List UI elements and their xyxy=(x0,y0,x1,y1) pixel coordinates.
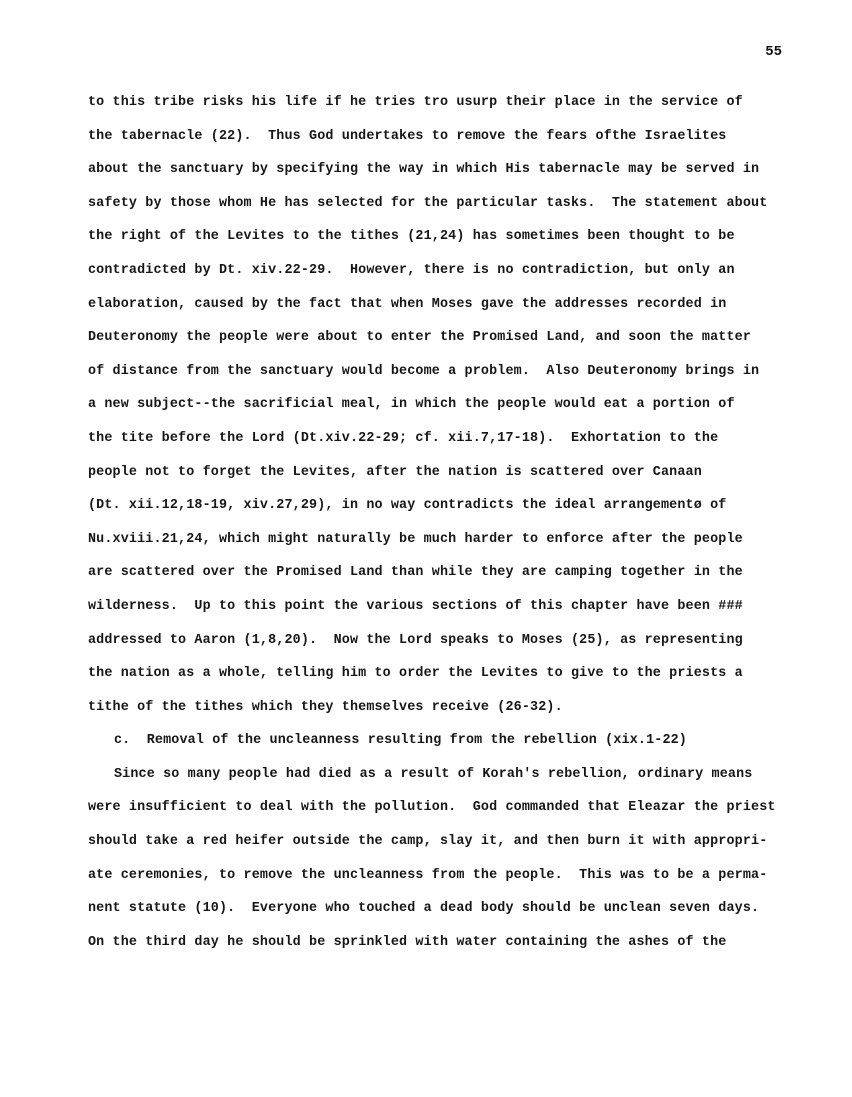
text-line: the nation as a whole, telling him to order the Levites to give to the priests a xyxy=(88,666,743,682)
text-line: wilderness. Up to this point the various sections of this chapter have been ### xyxy=(88,598,743,614)
text-line: a new subject--the sacrificial meal, in which the people would eat a portion of xyxy=(88,397,735,413)
text-line: Deuteronomy the people were about to enter the Promised Land, and soon the matter xyxy=(88,330,752,346)
text-line: people not to forget the Levites, after the nation is scattered over Canaan xyxy=(88,464,702,480)
text-line: are scattered over the Promised Land than while they are camping together in the xyxy=(88,565,743,581)
text-line: (Dt. xii.12,18-19, xiv.27,29), in no way contradicts the ideal arrangementø of xyxy=(88,498,727,514)
page-number: 55 xyxy=(765,44,782,60)
text-line: the tabernacle (22). Thus God undertakes to remove the fears ofthe Israelites xyxy=(88,128,727,144)
text-line: addressed to Aaron (1,8,20). Now the Lord speaks to Moses (25), as representing xyxy=(88,632,743,648)
body-text xyxy=(88,92,828,965)
text-line: On the third day he should be sprinkled with water containing the ashes of the xyxy=(88,934,727,950)
text-line: tithe of the tithes which they themselves receive (26-32). xyxy=(88,699,563,715)
text-line: Nu.xviii.21,24, which might naturally be much harder to enforce after the people xyxy=(88,531,743,547)
text-line: nent statute (10). Everyone who touched a dead body should be unclean seven days. xyxy=(88,901,760,917)
text-line: about the sanctuary by specifying the way in which His tabernacle may be served in xyxy=(88,162,760,178)
text-line: should take a red heifer outside the camp, slay it, and then burn it with appropri- xyxy=(88,834,768,850)
section-heading: c. Removal of the uncleanness resulting from the rebellion (xix.1-22) xyxy=(114,733,687,749)
text-line: elaboration, caused by the fact that when Moses gave the addresses recorded in xyxy=(88,296,727,312)
text-line: were insufficient to deal with the pollution. God commanded that Eleazar the priest xyxy=(88,800,776,816)
text-line: contradicted by Dt. xiv.22-29. However, there is no contradiction, but only an xyxy=(88,262,735,278)
text-line: to this tribe risks his life if he tries tro usurp their place in the service of xyxy=(88,95,743,110)
text-line: ate ceremonies, to remove the uncleanness from the people. This was to be a perma- xyxy=(88,867,768,883)
text-line: of distance from the sanctuary would become a problem. Also Deuteronomy brings in xyxy=(88,363,760,379)
text-line: the tite before the Lord (Dt.xiv.22-29; cf. xii.7,17-18). Exhortation to the xyxy=(88,430,719,446)
text-line: safety by those whom He has selected for the particular tasks. The statement about xyxy=(88,195,768,211)
text-line: the right of the Levites to the tithes (21,24) has sometimes been thought to be xyxy=(88,229,735,245)
paragraph-first-line: Since so many people had died as a result of Korah's rebellion, ordinary means xyxy=(114,766,753,782)
